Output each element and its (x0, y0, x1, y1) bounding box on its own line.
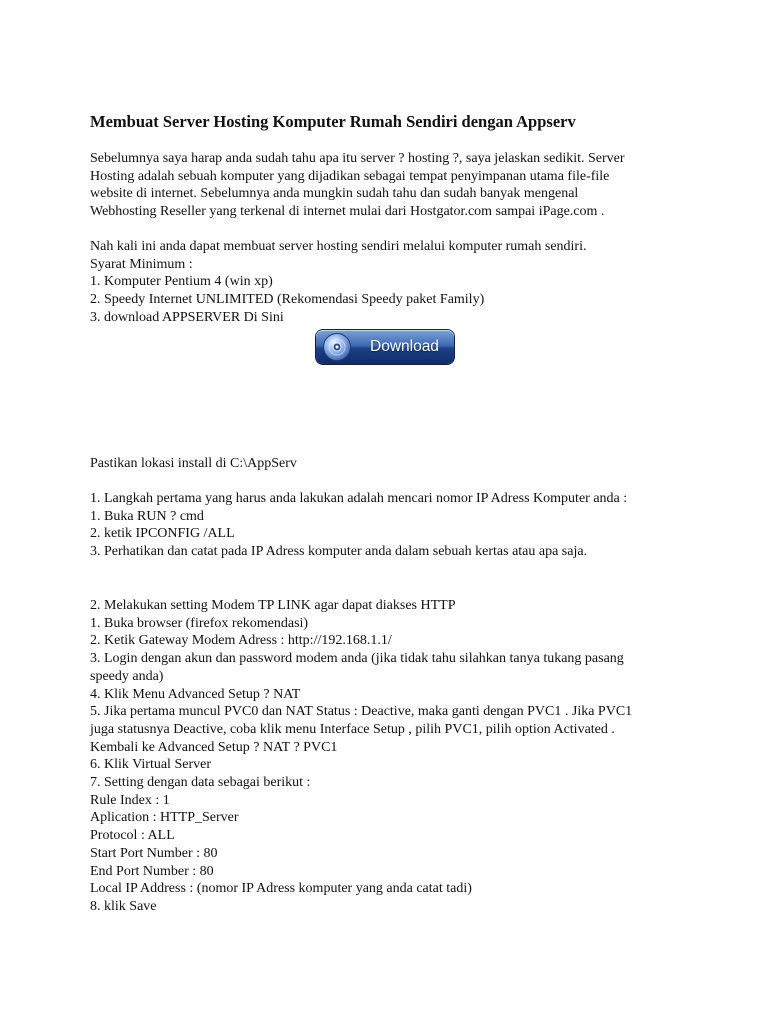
list-item: 8. klik Save (90, 898, 157, 914)
list-item: 6. Klik Virtual Server (90, 757, 211, 773)
setting-line: Local IP Address : (nomor IP Adress komputer yang anda catat tadi) (90, 881, 472, 897)
setting-line: Aplication : HTTP_Server (90, 810, 239, 826)
list-item: 2. Speedy Internet UNLIMITED (Rekomendasi Speedy paket Family) (90, 292, 485, 308)
list-item: 1. Komputer Pentium 4 (win xp) (90, 274, 273, 290)
document-title: Membuat Server Hosting Komputer Rumah Sendiri dengan Appserv (90, 112, 576, 131)
download-button[interactable] (316, 330, 454, 364)
list-item: 1. Buka browser (firefox rekomendasi) (90, 615, 309, 631)
list-item: Kembali ke Advanced Setup ? NAT ? PVC1 (90, 739, 338, 755)
list-item: 3. download APPSERVER Di Sini (90, 309, 284, 325)
list-item: 7. Setting dengan data sebagai berikut : (90, 775, 311, 791)
step-heading: 1. Langkah pertama yang harus anda lakukan adalah mencari nomor IP Adress Komputer anda : (90, 491, 628, 506)
text-line: Syarat Minimum : (90, 256, 193, 272)
setting-line: End Port Number : 80 (90, 863, 214, 879)
list-item: 3. Perhatikan dan catat pada IP Adress komputer anda dalam sebuah kertas atau apa saja. (90, 544, 588, 560)
list-item: 2. Ketik Gateway Modem Adress : http://192.168.1.1/ (90, 633, 392, 649)
intro-paragraph (90, 150, 690, 221)
list-item: 4. Klik Menu Advanced Setup ? NAT (90, 686, 301, 702)
step-heading: 2. Melakukan setting Modem TP LINK agar dapat diakses HTTP (90, 598, 456, 613)
text-line: Hosting adalah sebuah komputer yang dijadikan sebagai tempat penyimpanan utama file-file (90, 168, 610, 184)
setting-line: Rule Index : 1 (90, 792, 170, 808)
list-item: 3. Login dengan akun dan password modem anda (jika tidak tahu silahkan tanya tukang pasang (90, 651, 624, 667)
cd-disc-icon (322, 332, 352, 362)
text-line: Sebelumnya saya harap anda sudah tahu apa itu server ? hosting ?, saya jelaskan sedikit. Server (90, 151, 625, 166)
step1-section (90, 490, 690, 561)
setting-line: Protocol : ALL (90, 828, 175, 844)
text-line: website di internet. Sebelumnya anda mungkin sudah tahu dan sudah banyak mengenal (90, 186, 579, 202)
requirements-section (90, 238, 690, 327)
list-item: 1. Buka RUN ? cmd (90, 508, 204, 524)
text-line: Webhosting Reseller yang terkenal di internet mulai dari Hostgator.com sampai iPage.com . (90, 204, 605, 220)
step2-section (90, 597, 690, 916)
list-item: juga statusnya Deactive, coba klik menu Interface Setup , pilih PVC1, pilih option Activated . (90, 721, 615, 737)
setting-line: Start Port Number : 80 (90, 845, 218, 861)
install-note (90, 455, 690, 473)
list-item: 2. ketik IPCONFIG /ALL (90, 526, 235, 542)
download-button-label: Download (370, 338, 439, 355)
list-item: 5. Jika pertama muncul PVC0 dan NAT Status : Deactive, maka ganti dengan PVC1 . Jika PVC1 (90, 704, 633, 720)
list-item: speedy anda) (90, 668, 164, 684)
text-line: Pastikan lokasi install di C:\AppServ (90, 456, 297, 471)
text-line: Nah kali ini anda dapat membuat server hosting sendiri melalui komputer rumah sendiri. (90, 239, 587, 254)
